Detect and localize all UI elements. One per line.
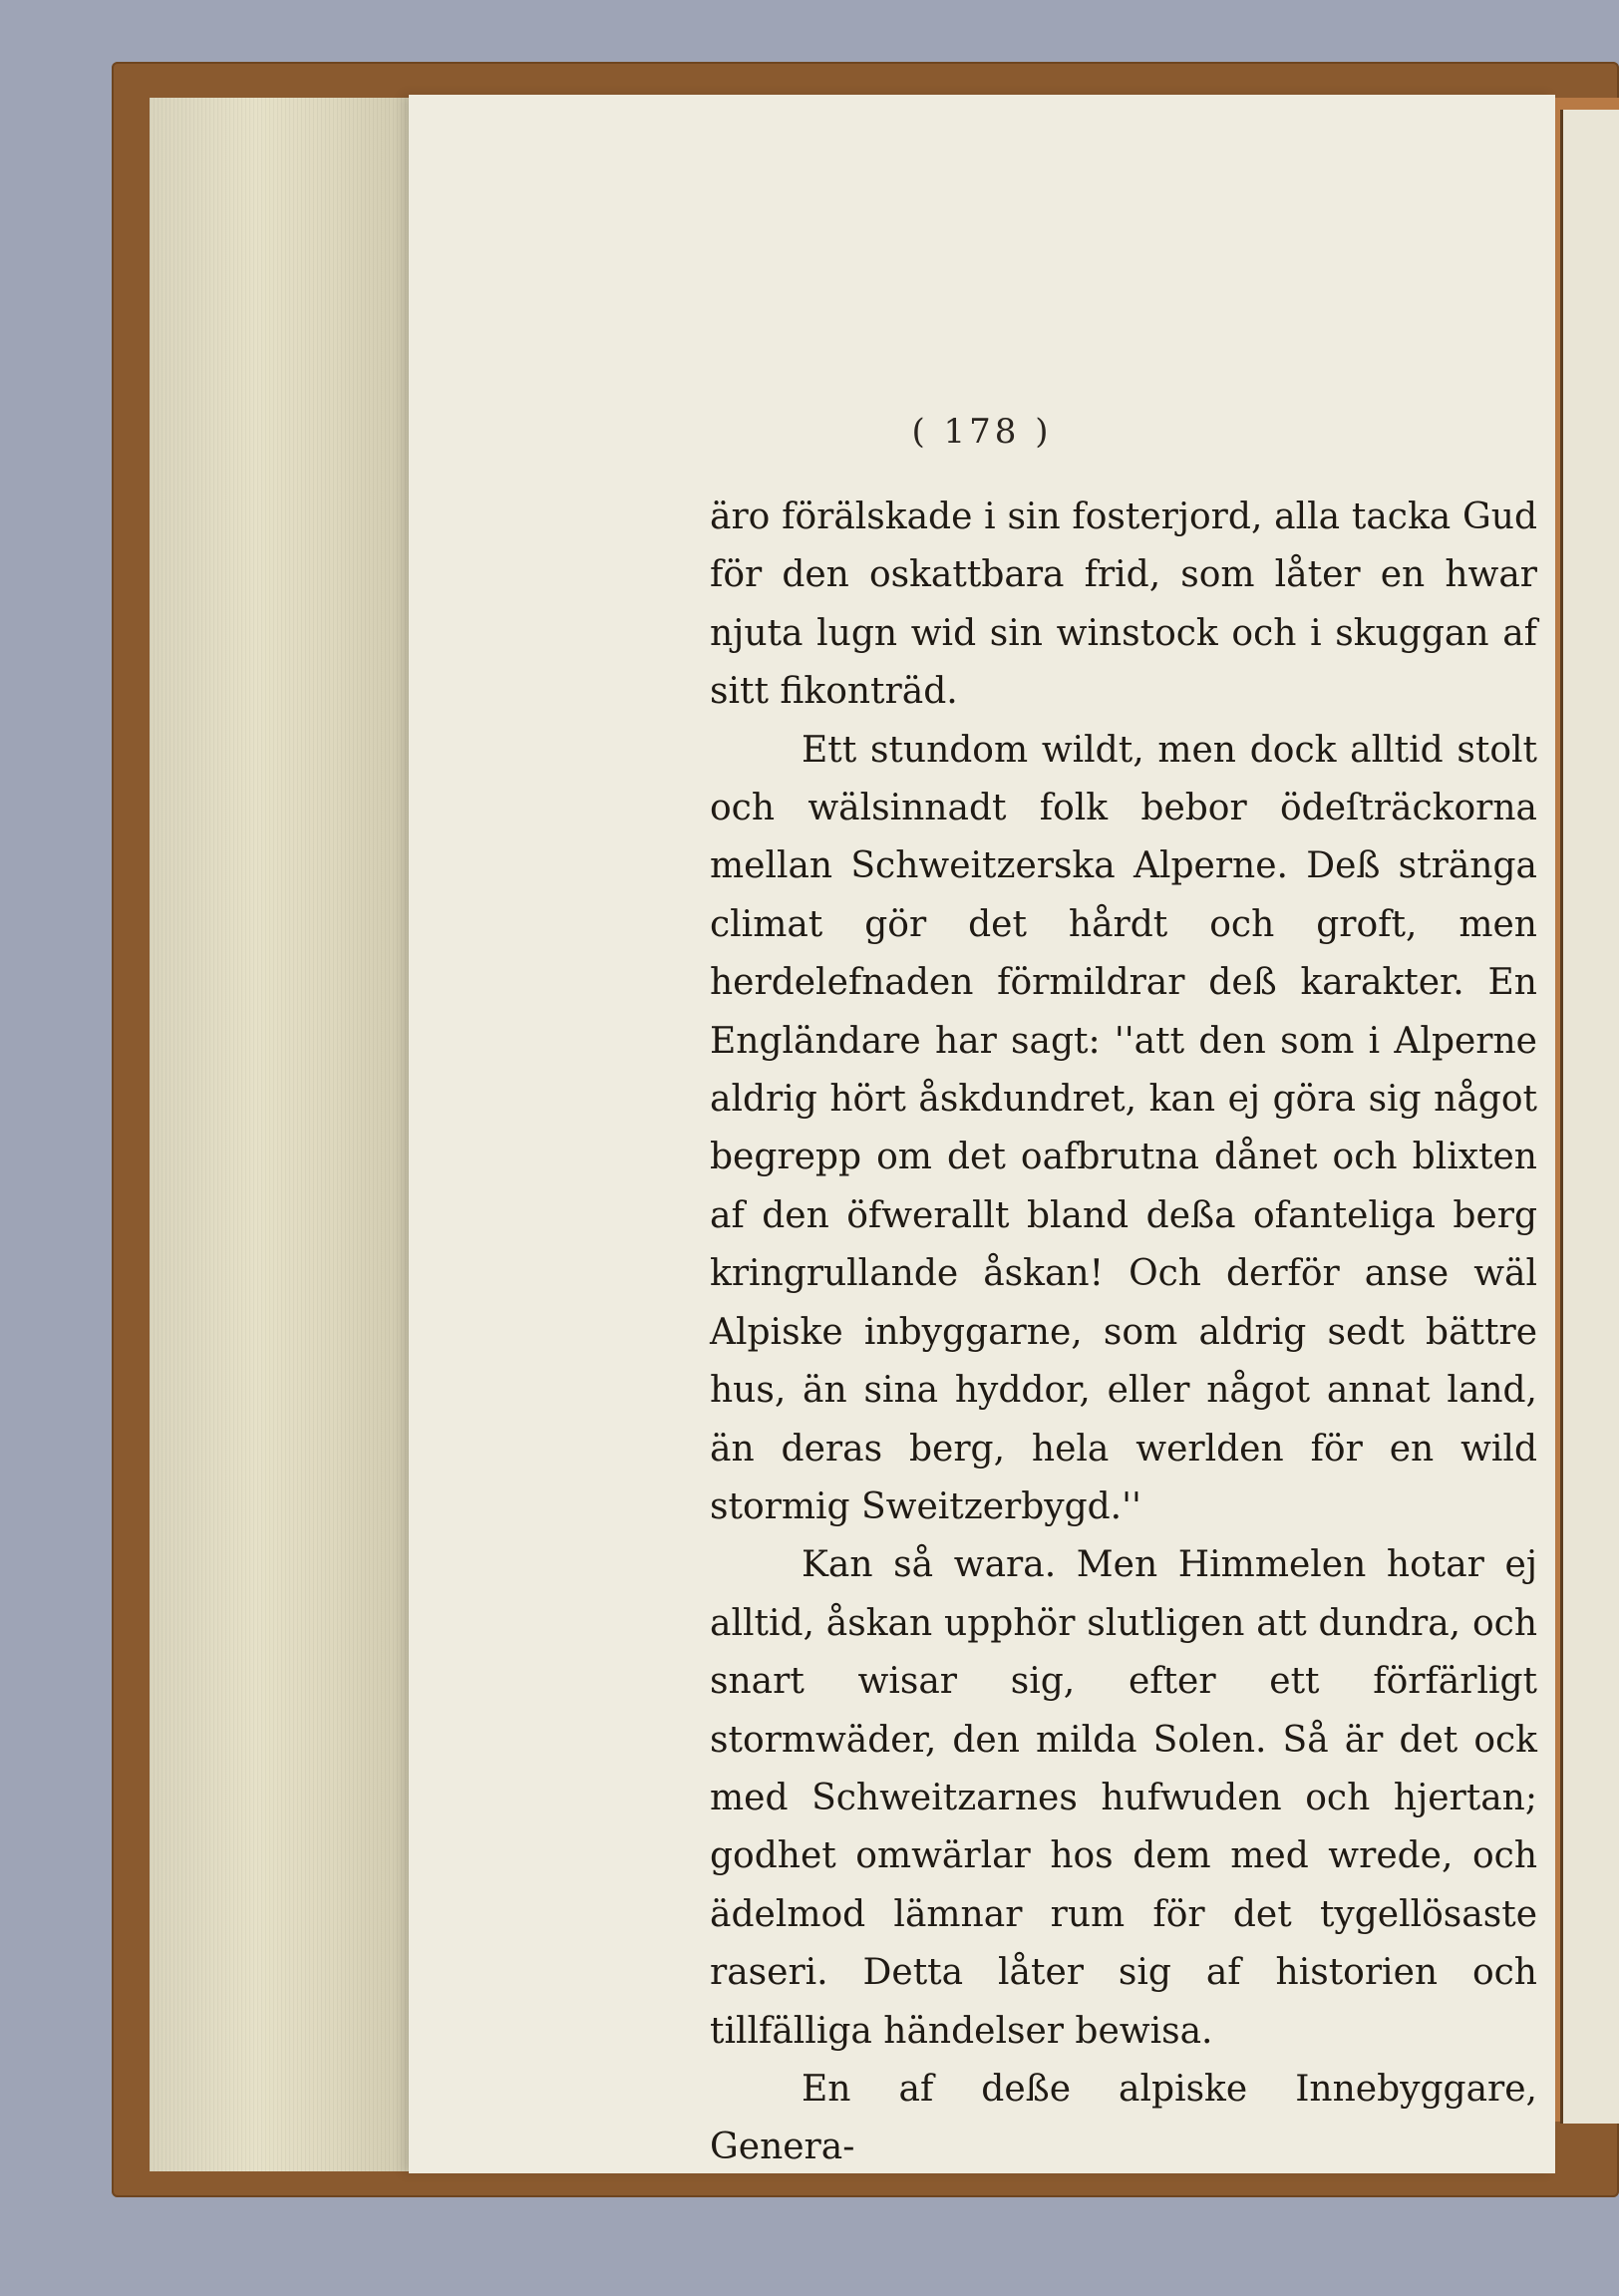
page-text — [710, 489, 1537, 2177]
paragraph-1: äro förälskade i sin fosterjord, alla tacka Gud för den oskattbara frid, som låter en hwar njuta lugn wid sin winstock och i skuggan af sitt fikonträd. — [710, 496, 1537, 713]
book-page — [409, 95, 1555, 2173]
page-stack-edge — [150, 98, 419, 2171]
facing-page-edge — [1560, 110, 1619, 2124]
paragraph-4: En af deße alpiske Innebyggare, Genera- — [710, 2068, 1537, 2168]
paragraph-2: Ett stundom wildt, men dock alltid stolt och wälsinnadt folk bebor ödeſträckorna mellan Schweitzerska Alperne. Deß stränga climat gör det hårdt och groft, men herdelefnaden förmildrar deß karakter. En Engländare har sagt: ''att den som i Alperne aldrig hört åskdundret, kan ej göra sig något begrepp om det oafbrutna dånet och blixten af den öfwerallt bland deßa ofanteliga berg kringrullande åskan! Och derför anse wäl Alpiske inbyggarne, som aldrig sedt bättre hus, än sina hyddor, eller något annat land, än deras berg, hela werlden för en wild stormig Sweitzerbygd.'' — [710, 729, 1537, 1527]
page-number: ( 178 ) — [911, 412, 1053, 452]
paragraph-3: Kan så wara. Men Himmelen hotar ej alltid, åskan upphör slutligen att dundra, och snart wisar sig, efter ett förfärligt stormwäder, den milda Solen. Så är det ock med Schweitzarnes hufwuden och hjertan; godhet omwärlar hos dem med wrede, och ädelmod lämnar rum för det tygellösaste raseri. Detta låter sig af historien och tillfälliga händelser bewisa. — [710, 1544, 1537, 2052]
